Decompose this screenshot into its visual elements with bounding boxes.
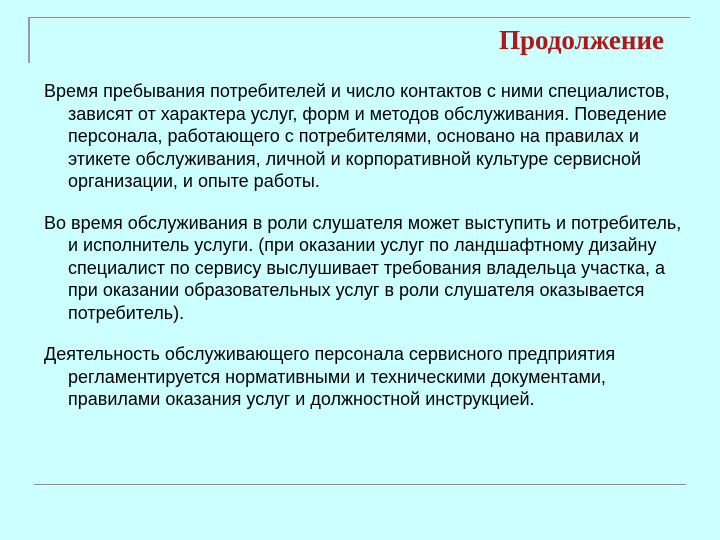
top-divider-highlight	[28, 18, 690, 19]
slide-content	[44, 80, 696, 430]
paragraph-listener-role: Во время обслуживания в роли слушателя может выступить и потребитель, и исполнитель услуги. (при оказании услуг по ландшафтному дизайну специалист по сервису выслушивает требования владельца участка, а при оказании образовательных услуг в роли слушателя оказывается потребитель).	[44, 212, 682, 323]
paragraph-staff-regulation: Деятельность обслуживающего персонала сервисного предприятия регламентируется нормативными и техническими документами, правилами оказания услуг и должностной инструкцией.	[44, 344, 616, 409]
bottom-divider-highlight	[34, 485, 686, 486]
paragraph-visit-duration: Время пребывания потребителей и число контактов с ними специалистов, зависят от характера услуг, форм и методов обслуживания. Поведение персонала, работающего с потребителями, основано на правилах и этикете обслуживания, личной и корпоративной культуре сервисной организации, и опыте работы.	[44, 81, 670, 191]
left-divider	[28, 17, 30, 63]
slide-title: Продолжение	[499, 25, 664, 55]
